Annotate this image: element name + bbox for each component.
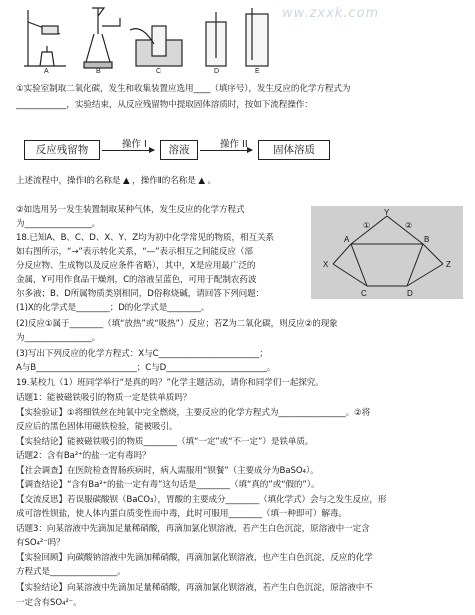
text-line-31: 一定含有SO₄²⁻。 [16, 598, 82, 608]
apparatus-label-e: E [255, 68, 260, 74]
text-line-21: 话题2：含有Ba²⁺的盐一定有毒吗？ [16, 451, 151, 461]
text-line-29: 方程式是________________。 [16, 567, 126, 577]
apparatus-label-b: B [96, 68, 101, 74]
text-line-7: 如右图所示，“→”表示转化关系，“—”表示相互之间能反应（部 [16, 247, 253, 257]
text-line-14: (3)写出下列反应的化学方程式：X与C________________________； [16, 349, 268, 359]
apparatus-label-d: D [214, 68, 220, 74]
reaction-mark-1: ① [363, 221, 371, 230]
text-line-26: 话题3：向某溶液中先滴加足量稀硝酸，再滴加氯化钡溶液，若产生白色沉淀，原溶液中一定含 [16, 524, 370, 534]
lab-apparatus-figure [18, 4, 280, 74]
text-line-1: ①实验室制取二氧化碳，发生和收集装置应选用____（填序号），发生反应的化学方程式为 [16, 84, 351, 94]
node-d: D [407, 289, 413, 298]
text-line-4: ②如选用另一发生装置制取某种气体，发生反应的化学方程式 [16, 205, 245, 215]
text-line-23: 【调查结论】“含有Ba²⁺的盐一定有毒”这句话是________（填“真的”或“假的”）。 [16, 480, 320, 490]
text-line-9: 金属，Y可用作食品干燥剂，C的溶液呈蓝色，可用于配制农药波 [16, 275, 257, 285]
flow-op-1-label: 操作 I [122, 139, 147, 150]
text-line-20: 【实验结论】能被磁铁吸引的物质________（填“一定”或“不一定”）是铁单质。 [16, 437, 314, 447]
text-line-10: 尔多液；B、D所属物质类别相同，D俗称烧碱，请回答下列问题： [16, 289, 265, 299]
text-line-30: 【实验结论】向某溶液中先滴加足量稀硝酸，再滴加氯化钡溶液，若产生白色沉淀，原溶液中不 [16, 583, 373, 593]
relation-diagram [311, 206, 463, 299]
node-c: C [361, 289, 367, 298]
text-line-6: 18.已知A、B、C、D、X、Y、Z均为初中化学常见的物质，相互关系 [16, 233, 274, 243]
flow-box-residue: 反应残留物 [24, 140, 100, 160]
text-line-16: 19.某校九（1）班同学举行“是真的吗？”化学主题活动，请你和同学们一起探究。 [16, 378, 324, 388]
node-x: X [323, 260, 329, 269]
text-line-22: 【社会调查】在医院检查胃肠疾病时，病人需服用“钡餐”（主要成分为BaSO₄）。 [16, 466, 319, 476]
text-line-28: 【实验回顾】向碳酸钠溶液中先滴加稀硝酸，再滴加氯化钡溶液，也产生白色沉淀，反应的化学 [16, 553, 373, 563]
process-flowchart [24, 140, 394, 168]
flow-arrow-2 [200, 150, 252, 151]
node-y: Y [384, 208, 390, 217]
text-line-15: A与B________________________；C与D________________________。 [16, 363, 276, 373]
apparatus-label-c: C [156, 68, 162, 74]
text-line-27: 有SO₄²⁻吗？ [16, 538, 65, 548]
text-line-12: (2)反应①属于________（填“放热”或“吸热”）反应；若Z为二氧化碳，则反应②的现象 [16, 319, 338, 329]
node-b: B [424, 235, 430, 244]
flow-arrow-1 [102, 150, 154, 151]
text-line-8: 分反应物、生成物以及反应条件省略），其中，X是应用最广泛的 [16, 261, 256, 271]
flow-op-2-label: 操作 II [220, 139, 248, 150]
watermark: ww.zxxk.com [282, 6, 380, 21]
text-line-18: 【实验验证】①将细铁丝在纯氧中完全燃烧，主要反应的化学方程式为________________。②将 [16, 408, 371, 418]
text-line-19: 反应后的黑色固体用磁铁检验，能被吸引。 [16, 422, 178, 432]
reaction-mark-2: ② [405, 221, 413, 230]
text-line-11: (1)X的化学式是________；D的化学式是________。 [16, 303, 210, 313]
text-line-25: 成可溶性钡盐，使人体内蛋白质变性而中毒，此时可服用________（填一种即可）解毒。 [16, 509, 347, 519]
text-line-3: 上述流程中，操作Ⅰ的名称是 ▲ ，操作Ⅱ的名称是 ▲ 。 [16, 176, 216, 186]
flow-box-solution: 溶液 [160, 140, 198, 160]
text-line-13: 为________________。 [16, 333, 101, 343]
text-line-2: ____________，实验结束，从反应残留物中提取固体溶质时，按如下流程操作： [16, 100, 313, 110]
text-line-24: 【交流反思】若误服碳酸钡（BaCO₃），胃酸的主要成分________（填化学式）会与之发生反应，形 [16, 495, 387, 505]
text-line-5: 为________________。 [16, 219, 101, 229]
apparatus-label-a: A [44, 68, 49, 74]
node-z: Z [446, 260, 451, 269]
text-line-17: 话题1：能被磁铁吸引的物质一定是铁单质吗？ [16, 393, 192, 403]
flow-box-solid-solute: 固体溶质 [258, 140, 330, 160]
node-a: A [344, 235, 350, 244]
